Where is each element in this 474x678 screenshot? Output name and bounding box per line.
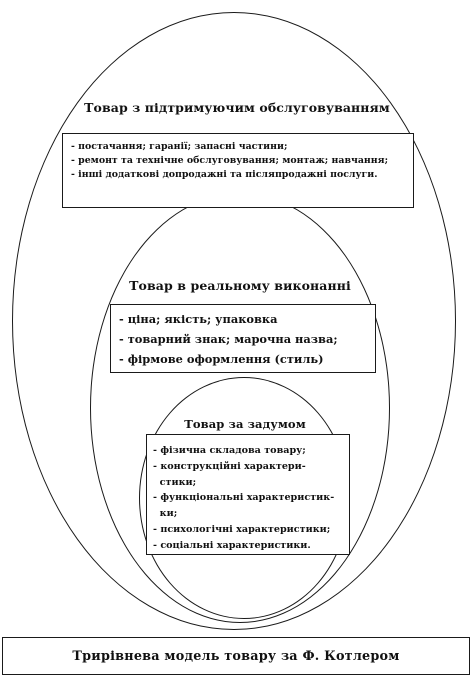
middle-level-box bbox=[110, 304, 376, 373]
middle-level-title: Товар в реальному виконанні bbox=[129, 278, 351, 293]
figure-caption-box bbox=[2, 637, 470, 675]
inner-level-item: - психологічні характеристики; bbox=[153, 523, 331, 535]
inner-level-item: стики; bbox=[153, 476, 197, 488]
outer-level-title: Товар з підтримуючим обслуговуванням bbox=[84, 100, 390, 115]
middle-level-item: - товарний знак; марочна назва; bbox=[119, 332, 338, 346]
inner-level-item: - соціальні характеристики. bbox=[153, 539, 311, 551]
inner-level-title: Товар за задумом bbox=[184, 417, 306, 431]
outer-level-item: - ремонт та технічне обслуговування; монтаж; навчання; bbox=[71, 155, 389, 166]
inner-level-box bbox=[146, 434, 350, 555]
inner-level-item: - функціональні характеристик- bbox=[153, 492, 335, 504]
middle-level-list bbox=[119, 309, 375, 369]
middle-level-item: - ціна; якість; упаковка bbox=[119, 312, 278, 326]
outer-level-list bbox=[71, 140, 413, 182]
outer-level-item: - інші додаткові допродажні та післяпродажні послуги. bbox=[71, 169, 378, 180]
inner-level-item: - конструкційні характери- bbox=[153, 460, 306, 472]
inner-level-item: - фізична складова товару; bbox=[153, 445, 306, 456]
inner-level-item: ки; bbox=[153, 508, 178, 520]
outer-level-item: - постачання; гаранії; запасні частини; bbox=[71, 141, 288, 152]
outer-level-box bbox=[62, 133, 414, 208]
figure-caption: Трирівнева модель товару за Ф. Котлером bbox=[72, 648, 400, 664]
inner-level-list bbox=[153, 443, 349, 554]
middle-level-item: - фірмове оформлення (стиль) bbox=[119, 352, 324, 366]
